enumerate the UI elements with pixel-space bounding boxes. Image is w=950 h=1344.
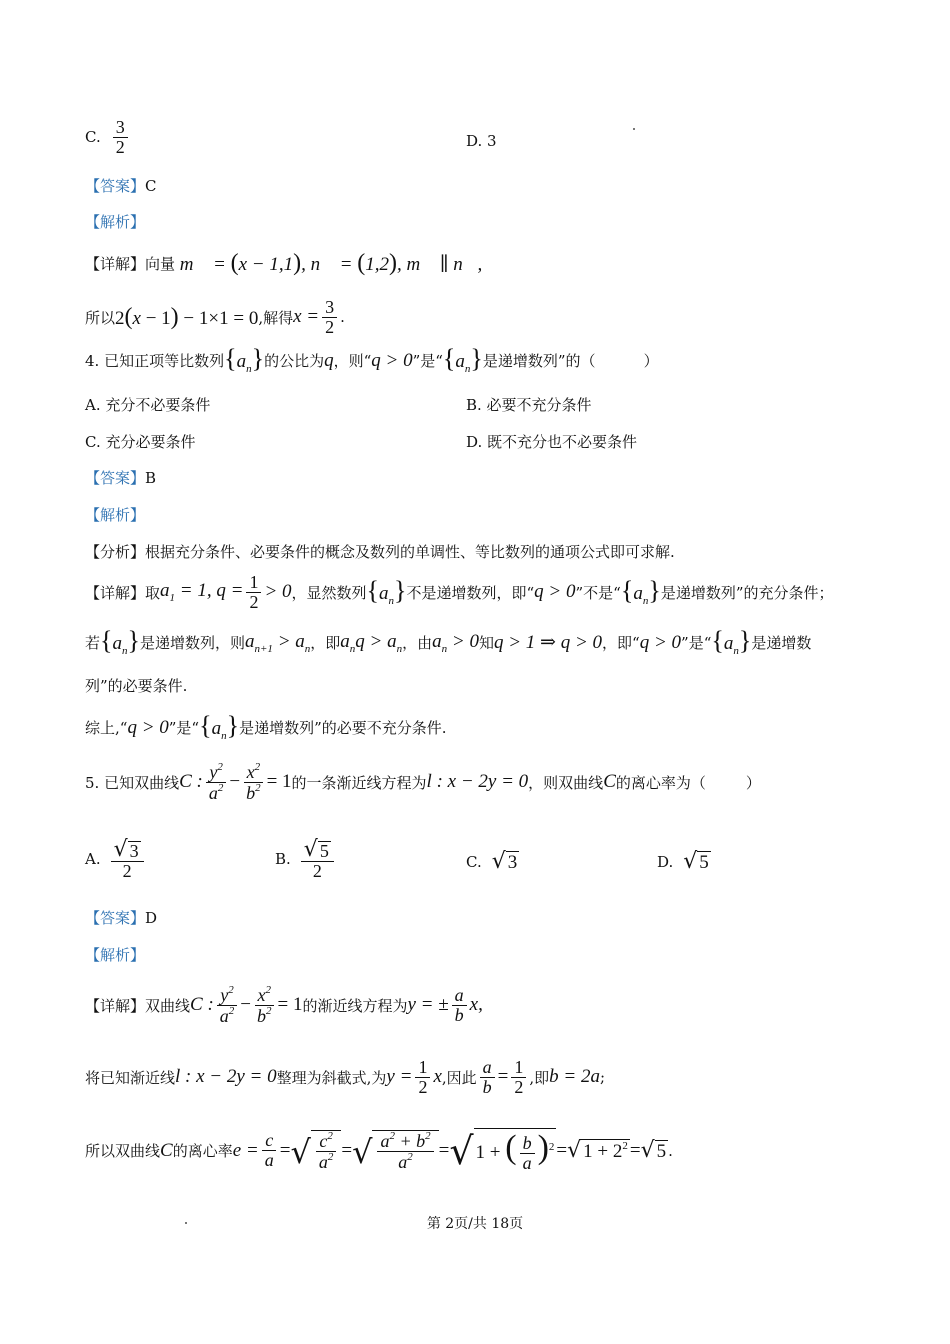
- detail-text: ，即: [310, 634, 341, 652]
- formula: q > 0: [371, 349, 413, 371]
- q3-conclusion: 所以 2(x − 1) − 1×1 = 0 ,解得 x = $\frac{3}{2}$ .: [85, 297, 345, 337]
- q5-analysis-tag: 【解析】: [85, 946, 146, 964]
- formula: $a_n > 0$: [432, 630, 479, 655]
- q4-fenxi: [85, 541, 675, 562]
- formula: $\{a_n\}$: [711, 626, 752, 657]
- detail-tag: 【详解】: [85, 255, 146, 273]
- q4-analysis-tag: 【解析】: [85, 506, 146, 524]
- stem-text: 5. 已知双曲线: [85, 773, 180, 792]
- detail-text: ，显然数列: [291, 583, 367, 602]
- formula: > 0: [264, 581, 292, 603]
- fraction: √ 3 2: [111, 838, 144, 881]
- formula: $\{a_n\}$: [620, 575, 661, 607]
- detail-text: 将已知渐近线: [85, 1068, 176, 1087]
- detail-text: 是递增数列”的充分条件；: [660, 583, 834, 602]
- fraction: $\frac{1}{2}$: [415, 1058, 430, 1097]
- stem-text: ，则“: [333, 352, 372, 370]
- q3-detail: [85, 250, 482, 277]
- detail-text: 若: [85, 634, 101, 652]
- page-footer: 第 2页/共 18页: [426, 1216, 524, 1232]
- q3-option-d: D. 3: [466, 132, 497, 150]
- formula: √ 1 + ( $\frac{b}{a}$ )$^2$: [449, 1129, 555, 1174]
- fraction: $\frac{3}{2}$: [322, 298, 337, 337]
- stem-text: 4. 已知正项等比数列: [85, 352, 225, 370]
- formula: q > 0: [534, 581, 576, 603]
- formula: $\{a_n\}$: [199, 711, 240, 742]
- answer-value: C: [145, 176, 157, 195]
- formula: C: [160, 1139, 173, 1161]
- formula: b = 2a: [549, 1066, 600, 1088]
- formula: √ $\frac{a^2 + b^2}{a^2}$: [352, 1130, 439, 1172]
- detail-text: ,因此: [441, 1068, 477, 1087]
- q4-answer: [85, 467, 156, 488]
- formula: √ 5: [640, 1138, 667, 1164]
- fraction: $\frac{x^2}{b^2}$: [243, 762, 264, 803]
- option-label: B.: [275, 850, 291, 869]
- formula: √ 3: [491, 849, 518, 874]
- detail-text: 所以双曲线: [85, 1142, 161, 1161]
- detail-text: 整理为斜截式,为: [276, 1068, 387, 1087]
- formula: $a_nq > a_n$: [340, 630, 403, 655]
- detail-tag: 【详解】: [85, 996, 146, 1015]
- formula: m⃗ = (x − 1,1), n⃗ = (1,2), m⃗ ∥ n⃗,: [175, 250, 483, 276]
- q4-detail-line2: [85, 628, 811, 657]
- stem-text: 是递增数列”的（: [482, 352, 596, 370]
- formula: q > 0: [639, 631, 682, 653]
- q4-option-b: B. 必要不充分条件: [466, 396, 592, 414]
- q5-option-d: [657, 849, 711, 874]
- formula: √ $1 + 2^2$: [567, 1138, 628, 1164]
- fraction: [113, 118, 128, 157]
- detail-text: 向量: [145, 255, 176, 273]
- formula: √ 5: [683, 849, 709, 874]
- q3-answer: [85, 175, 157, 196]
- formula: x =: [293, 306, 320, 328]
- formula: l : x − 2y = 0: [426, 771, 529, 793]
- formula: $a_{n+1} > a_n$: [245, 630, 311, 655]
- conclusion-prefix: 所以: [85, 308, 116, 327]
- q4-detail-line1: [85, 573, 833, 612]
- detail-text: 知: [478, 634, 494, 652]
- q5-detail-line3: 所以双曲线 C 的离心率 e = $\frac{c}{a}$ = √ $\frac{c^2}{a^2}$ = √ $\frac{a^2 + b^2}{a^2}$ = √ 1 + ( $\frac{b}{a}$ )$^2$ = √ $1 + 2^2$ = √ 5 .: [85, 1129, 673, 1174]
- answer-tag: 【答案】: [85, 469, 146, 487]
- scan-dot: [633, 128, 635, 130]
- fraction: $\frac{y^2}{a^2}$: [206, 762, 227, 803]
- detail-tag: 【详解】: [85, 583, 146, 602]
- detail-text: ，由: [402, 634, 433, 652]
- q3-option-c: [85, 118, 131, 157]
- stem-text: ）: [643, 352, 659, 370]
- formula: C: [603, 771, 616, 793]
- detail-text: 是递增数: [751, 634, 812, 652]
- detail-text: ,即: [529, 1068, 550, 1087]
- q4-detail-line3: 列”的必要条件.: [85, 677, 188, 695]
- q4-summary: [85, 713, 447, 742]
- stem-text: ，则双曲线: [528, 773, 604, 792]
- summary-text: 综上,“: [85, 719, 128, 737]
- formula: $\{a_n\}$: [224, 344, 265, 375]
- formula: $\{a_n\}$: [442, 344, 483, 375]
- detail-text: ”不是“: [575, 583, 621, 602]
- q4-option-d: D. 既不充分也不必要条件: [466, 433, 638, 451]
- formula: $a_1 = 1$, q =: [160, 580, 244, 605]
- q5-option-c: [466, 849, 519, 874]
- fraction: $\frac{c}{a}$: [262, 1131, 277, 1170]
- detail-text: 是递增数列，则: [139, 634, 245, 652]
- stem-text: 的一条渐近线方程为: [291, 773, 427, 792]
- option-label: D.: [657, 852, 674, 871]
- q3-analysis-tag: 【解析】: [85, 213, 146, 231]
- detail-text: 双曲线: [145, 996, 191, 1015]
- formula: q: [324, 349, 334, 371]
- detail-text: 的离心率: [172, 1142, 233, 1161]
- formula: 2(x − 1) − 1×1 = 0: [115, 303, 259, 330]
- formula: C :: [190, 994, 214, 1016]
- formula: C :: [179, 771, 203, 793]
- fraction: $\frac{a}{b}$: [480, 1058, 495, 1097]
- stem-text: ”是“: [412, 352, 443, 370]
- q4-option-a: A. 充分不必要条件: [85, 396, 211, 414]
- option-label: A.: [85, 850, 101, 869]
- summary-text: ”是“: [168, 719, 200, 737]
- stem-text: ）: [745, 773, 761, 792]
- answer-value: B: [145, 468, 157, 487]
- formula: y =: [386, 1066, 413, 1088]
- conclusion-mid: ,解得: [258, 308, 294, 327]
- summary-text: 是递增数列”的必要不充分条件.: [239, 719, 447, 737]
- option-label: C.: [466, 852, 482, 871]
- formula: q > 0: [127, 716, 169, 738]
- detail-text: 不是递增数列，即“: [406, 583, 535, 602]
- q5-answer: [85, 907, 157, 928]
- fraction: √ 5 2: [301, 838, 334, 881]
- formula: $\{a_n\}$: [366, 575, 407, 607]
- fraction: $\frac{x^2}{b^2}$: [254, 985, 275, 1026]
- detail-text: ，即“: [602, 634, 640, 652]
- denominator: 2: [115, 136, 125, 157]
- stem-text: 的离心率为（: [615, 773, 706, 792]
- detail-text: 的渐近线方程为: [302, 996, 408, 1015]
- q4-stem: [85, 346, 659, 375]
- answer-tag: 【答案】: [85, 177, 146, 195]
- answer-value: D: [145, 908, 158, 927]
- formula: l : x − 2y = 0: [175, 1066, 277, 1088]
- q5-option-b: [275, 838, 337, 881]
- formula: e =: [232, 1139, 259, 1161]
- q5-stem: 5. 已知双曲线 C : $\frac{y^2}{a^2}$ − $\frac{x^2}{b^2}$ = 1 的一条渐近线方程为 l : x − 2y = 0 ，则双曲线 C 的离心率为（ ）: [85, 761, 761, 803]
- formula: q > 1 ⇒ q > 0: [493, 632, 603, 653]
- fraction: $\frac{1}{2}$: [511, 1058, 526, 1097]
- detail-text: 取: [145, 583, 161, 602]
- q5-option-a: [85, 838, 147, 881]
- formula: y = ±: [407, 994, 449, 1016]
- answer-tag: 【答案】: [85, 909, 146, 927]
- q5-detail-line2: 将已知渐近线 l : x − 2y = 0 整理为斜截式,为 y = $\frac{1}{2}$ x ,因此 $\frac{a}{b}$ = $\frac{1}{2}$ ,即 b = 2a ;: [85, 1057, 606, 1097]
- numerator: 3: [113, 118, 128, 138]
- fenxi-tag: 【分析】: [85, 543, 146, 561]
- q5-detail-line1: 【详解】 双曲线 C : $\frac{y^2}{a^2}$ − $\frac{x^2}{b^2}$ = 1 的渐近线方程为 y = ± $\frac{a}{b}$ x,: [85, 984, 483, 1026]
- stem-text: 的公比为: [264, 352, 325, 370]
- fraction: $\frac{a}{b}$: [452, 986, 467, 1025]
- detail-text: ”是“: [681, 634, 712, 652]
- fraction: $\frac{1}{2}$: [246, 573, 261, 612]
- formula: √ $\frac{c^2}{a^2}$: [290, 1130, 341, 1172]
- option-label: C.: [85, 128, 101, 147]
- formula: $\{a_n\}$: [100, 626, 140, 657]
- fraction: $\frac{y^2}{a^2}$: [217, 985, 238, 1026]
- fenxi-text: 根据充分条件、必要条件的概念及数列的单调性、等比数列的通项公式即可求解.: [145, 543, 675, 561]
- q4-option-c: C. 充分必要条件: [85, 433, 196, 451]
